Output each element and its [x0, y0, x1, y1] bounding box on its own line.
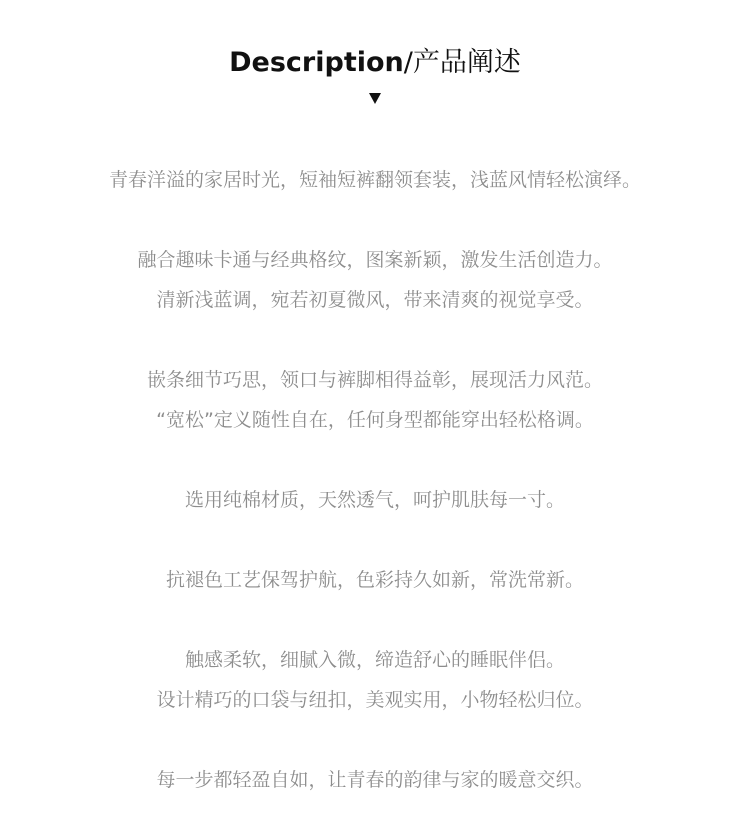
description-line: 选用纯棉材质，天然透气，呵护肌肤每一寸。 [184, 489, 565, 511]
title-english: Description [229, 47, 404, 78]
description-line: “宽松”定义随性自在，任何身型都能穿出轻松格调。 [156, 409, 594, 431]
triangle-down-icon [369, 93, 381, 104]
description-line: 设计精巧的口袋与纽扣，美观实用，小物轻松归位。 [156, 689, 594, 711]
title-chinese: 产品阐述 [412, 47, 521, 78]
description-line: 触感柔软，细腻入微，缔造舒心的睡眠伴侣。 [184, 649, 565, 671]
description-line: 每一步都轻盈自如，让青春的韵律与家的暖意交织。 [156, 769, 594, 791]
description-line: 嵌条细节巧思，领口与裤脚相得益彰，展现活力风范。 [146, 369, 603, 391]
description-line: 清新浅蓝调，宛若初夏微风，带来清爽的视觉享受。 [156, 289, 594, 311]
title-separator: / [403, 47, 413, 78]
description-line: 融合趣味卡通与经典格纹，图案新颖，激发生活创造力。 [137, 249, 613, 271]
section-header [0, 44, 750, 82]
section-title [0, 44, 750, 82]
description-line: 抗褪色工艺保驾护航，色彩持久如新，常洗常新。 [165, 569, 584, 591]
description-line: 青春洋溢的家居时光，短袖短裤翻领套装，浅蓝风情轻松演绎。 [108, 169, 641, 191]
